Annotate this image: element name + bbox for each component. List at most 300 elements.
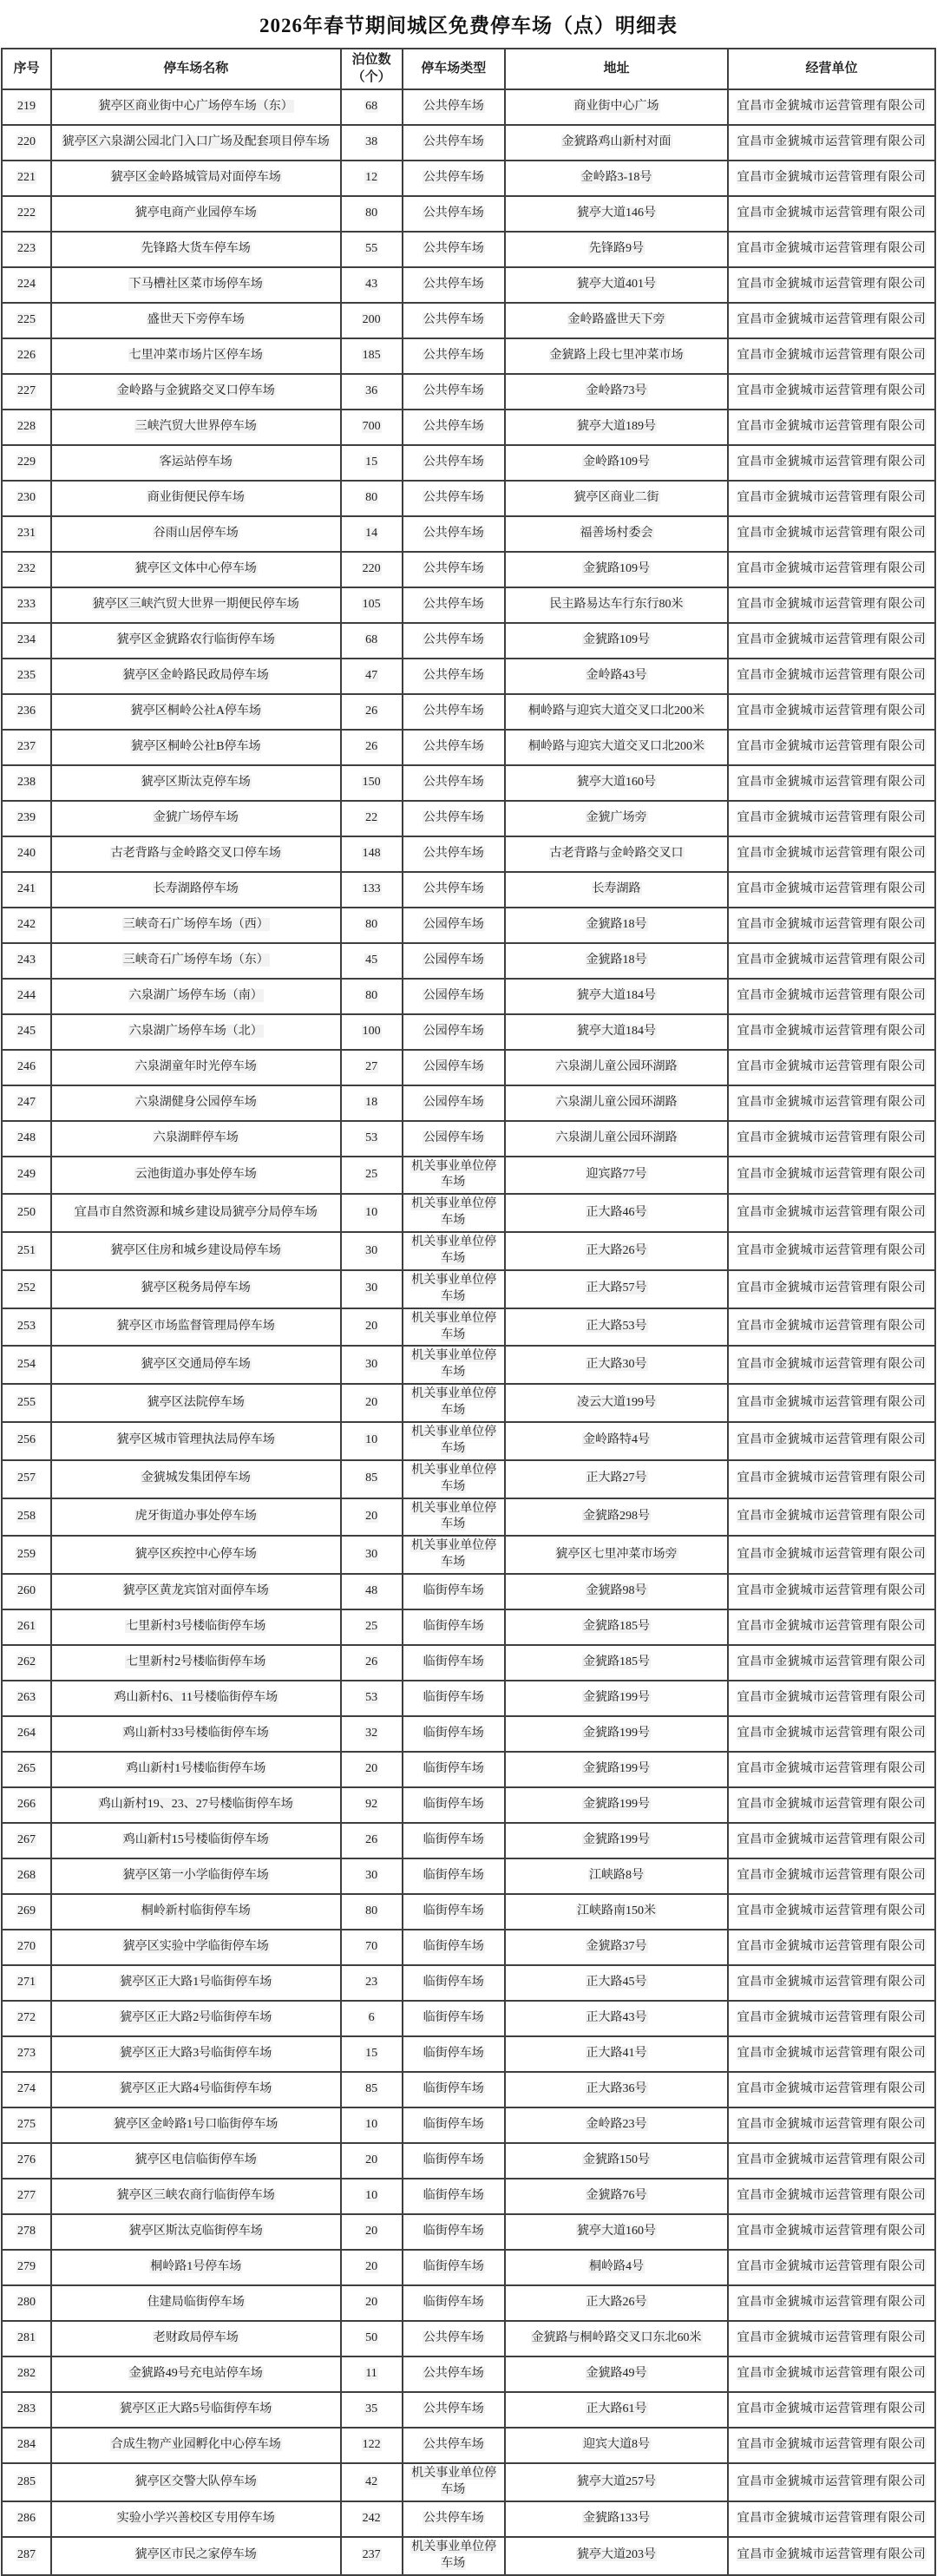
cell-operator: 宜昌市金猇城市运营管理有限公司: [728, 1308, 935, 1347]
cell-seq: 227: [2, 374, 51, 410]
cell-capacity: 237: [341, 2537, 403, 2575]
cell-capacity: 50: [341, 2321, 403, 2356]
cell-operator: 宜昌市金猇城市运营管理有限公司: [728, 1787, 935, 1823]
cell-type: 公共停车场: [403, 587, 505, 623]
cell-seq: 253: [2, 1308, 51, 1347]
cell-address: 六泉湖儿童公园环湖路: [505, 1121, 728, 1157]
cell-capacity: 53: [341, 1681, 403, 1716]
cell-seq: 279: [2, 2250, 51, 2285]
cell-address: 猇亭大道189号: [505, 410, 728, 445]
cell-capacity: 10: [341, 2179, 403, 2214]
cell-capacity: 14: [341, 516, 403, 552]
cell-capacity: 200: [341, 303, 403, 338]
cell-name: 鸡山新村6、11号楼临街停车场: [51, 1681, 341, 1716]
cell-seq: 283: [2, 2392, 51, 2428]
cell-type: 公园停车场: [403, 1014, 505, 1050]
cell-seq: 220: [2, 125, 51, 161]
cell-type: 公共停车场: [403, 872, 505, 908]
cell-operator: 宜昌市金猇城市运营管理有限公司: [728, 161, 935, 196]
cell-type: 临街停车场: [403, 1823, 505, 1858]
cell-address: 长寿湖路: [505, 872, 728, 908]
cell-name: 金岭路与金猇路交叉口停车场: [51, 374, 341, 410]
cell-operator: 宜昌市金猇城市运营管理有限公司: [728, 1858, 935, 1894]
cell-address: 正大路27号: [505, 1460, 728, 1498]
cell-operator: 宜昌市金猇城市运营管理有限公司: [728, 1645, 935, 1681]
cell-capacity: 15: [341, 2036, 403, 2072]
table-row: [2, 623, 935, 659]
cell-name: 金猇广场停车场: [51, 801, 341, 836]
cell-name: 三峡汽贸大世界停车场: [51, 410, 341, 445]
col-header-capacity: 泊位数（个）: [341, 49, 403, 89]
cell-name: 猇亭区斯汰克停车场: [51, 765, 341, 801]
cell-type: 公共停车场: [403, 232, 505, 267]
table-row: [2, 2356, 935, 2392]
cell-name: 三峡奇石广场停车场（西）: [51, 908, 341, 943]
cell-address: 猇亭区商业二街: [505, 481, 728, 516]
cell-name: 猇亭区商业街中心广场停车场（东）: [51, 89, 341, 125]
cell-capacity: 53: [341, 1121, 403, 1157]
cell-name: 猇亭区交警大队停车场: [51, 2463, 341, 2501]
table-row: [2, 1050, 935, 1085]
cell-name: 六泉湖广场停车场（北）: [51, 1014, 341, 1050]
cell-type: 机关事业单位停车场: [403, 1536, 505, 1574]
table-row: [2, 161, 935, 196]
cell-name: 猇亭区金岭路城管局对面停车场: [51, 161, 341, 196]
cell-address: 金猇路18号: [505, 943, 728, 979]
cell-address: 金猇路鸡山新村对面: [505, 125, 728, 161]
cell-type: 临街停车场: [403, 2214, 505, 2250]
cell-address: 金岭路盛世天下旁: [505, 303, 728, 338]
cell-address: 正大路61号: [505, 2392, 728, 2428]
cell-operator: 宜昌市金猇城市运营管理有限公司: [728, 1823, 935, 1858]
cell-capacity: 133: [341, 872, 403, 908]
cell-name: 桐岭路1号停车场: [51, 2250, 341, 2285]
cell-address: 六泉湖儿童公园环湖路: [505, 1050, 728, 1085]
table-row: [2, 765, 935, 801]
cell-type: 机关事业单位停车场: [403, 1194, 505, 1232]
cell-address: 金猇路199号: [505, 1752, 728, 1787]
cell-name: 猇亭区斯汰克临街停车场: [51, 2214, 341, 2250]
table-row: [2, 1232, 935, 1270]
cell-address: 金猇路133号: [505, 2501, 728, 2537]
cell-operator: 宜昌市金猇城市运营管理有限公司: [728, 516, 935, 552]
cell-type: 临街停车场: [403, 1645, 505, 1681]
cell-address: 正大路36号: [505, 2072, 728, 2107]
cell-seq: 258: [2, 1498, 51, 1537]
table-row: [2, 801, 935, 836]
cell-name: 鸡山新村19、23、27号楼临街停车场: [51, 1787, 341, 1823]
cell-seq: 224: [2, 267, 51, 303]
cell-seq: 260: [2, 1574, 51, 1609]
cell-operator: 宜昌市金猇城市运营管理有限公司: [728, 694, 935, 730]
cell-name: 猇亭区六泉湖公园北门入口广场及配套项目停车场: [51, 125, 341, 161]
cell-operator: 宜昌市金猇城市运营管理有限公司: [728, 836, 935, 872]
cell-seq: 262: [2, 1645, 51, 1681]
table-row: [2, 89, 935, 125]
table-row: [2, 1609, 935, 1645]
cell-type: 公园停车场: [403, 1085, 505, 1121]
cell-address: 正大路53号: [505, 1308, 728, 1347]
cell-capacity: 20: [341, 2285, 403, 2321]
table-row: [2, 1787, 935, 1823]
cell-operator: 宜昌市金猇城市运营管理有限公司: [728, 374, 935, 410]
table-row: [2, 303, 935, 338]
cell-address: 金猇路76号: [505, 2179, 728, 2214]
cell-type: 临街停车场: [403, 2036, 505, 2072]
cell-operator: 宜昌市金猇城市运营管理有限公司: [728, 1574, 935, 1609]
cell-capacity: 18: [341, 1085, 403, 1121]
cell-type: 机关事业单位停车场: [403, 2537, 505, 2575]
cell-type: 公共停车场: [403, 338, 505, 374]
cell-address: 金猇路298号: [505, 1498, 728, 1537]
cell-name: 老财政局停车场: [51, 2321, 341, 2356]
cell-address: 金猇路上段七里冲菜市场: [505, 338, 728, 374]
table-row: [2, 1752, 935, 1787]
cell-capacity: 30: [341, 1232, 403, 1270]
cell-seq: 226: [2, 338, 51, 374]
cell-type: 临街停车场: [403, 1716, 505, 1752]
cell-type: 公园停车场: [403, 1121, 505, 1157]
cell-operator: 宜昌市金猇城市运营管理有限公司: [728, 730, 935, 765]
table-row: [2, 694, 935, 730]
cell-address: 猇亭大道146号: [505, 196, 728, 232]
table-row: [2, 2250, 935, 2285]
cell-seq: 234: [2, 623, 51, 659]
cell-operator: 宜昌市金猇城市运营管理有限公司: [728, 1121, 935, 1157]
cell-seq: 284: [2, 2428, 51, 2463]
cell-address: 商业街中心广场: [505, 89, 728, 125]
cell-name: 猇亭区疾控中心停车场: [51, 1536, 341, 1574]
table-row: [2, 836, 935, 872]
cell-operator: 宜昌市金猇城市运营管理有限公司: [728, 89, 935, 125]
table-row: [2, 196, 935, 232]
cell-capacity: 92: [341, 1787, 403, 1823]
cell-capacity: 26: [341, 730, 403, 765]
cell-address: 正大路45号: [505, 1965, 728, 2001]
cell-address: 猇亭大道160号: [505, 765, 728, 801]
cell-address: 金猇路185号: [505, 1645, 728, 1681]
cell-name: 猇亭区实验中学临街停车场: [51, 1930, 341, 1965]
cell-address: 正大路30号: [505, 1346, 728, 1384]
cell-seq: 256: [2, 1422, 51, 1460]
cell-address: 猇亭大道184号: [505, 1014, 728, 1050]
cell-operator: 宜昌市金猇城市运营管理有限公司: [728, 1498, 935, 1537]
cell-address: 金猇路与桐岭路交叉口东北60米: [505, 2321, 728, 2356]
cell-type: 临街停车场: [403, 1681, 505, 1716]
cell-name: 猇亭区桐岭公社B停车场: [51, 730, 341, 765]
cell-type: 公共停车场: [403, 410, 505, 445]
cell-type: 公园停车场: [403, 908, 505, 943]
cell-address: 桐岭路与迎宾大道交叉口北200米: [505, 730, 728, 765]
table-body: [2, 89, 935, 2575]
table-row: [2, 338, 935, 374]
cell-capacity: 85: [341, 2072, 403, 2107]
cell-operator: 宜昌市金猇城市运营管理有限公司: [728, 1014, 935, 1050]
table-row: [2, 481, 935, 516]
cell-type: 公共停车场: [403, 267, 505, 303]
cell-name: 七里冲菜市场片区停车场: [51, 338, 341, 374]
table-row: [2, 1270, 935, 1308]
cell-capacity: 105: [341, 587, 403, 623]
cell-capacity: 27: [341, 1050, 403, 1085]
cell-seq: 268: [2, 1858, 51, 1894]
cell-type: 公共停车场: [403, 765, 505, 801]
cell-seq: 280: [2, 2285, 51, 2321]
cell-name: 猇亭区城市管理执法局停车场: [51, 1422, 341, 1460]
cell-type: 公共停车场: [403, 516, 505, 552]
col-header-operator: 经营单位: [728, 49, 935, 89]
cell-operator: 宜昌市金猇城市运营管理有限公司: [728, 1232, 935, 1270]
cell-capacity: 11: [341, 2356, 403, 2392]
cell-capacity: 20: [341, 1752, 403, 1787]
cell-seq: 232: [2, 552, 51, 587]
cell-seq: 282: [2, 2356, 51, 2392]
cell-seq: 264: [2, 1716, 51, 1752]
cell-address: 金猇路185号: [505, 1609, 728, 1645]
cell-address: 金猇路109号: [505, 623, 728, 659]
cell-name: 鸡山新村1号楼临街停车场: [51, 1752, 341, 1787]
cell-seq: 236: [2, 694, 51, 730]
cell-seq: 281: [2, 2321, 51, 2356]
cell-seq: 252: [2, 1270, 51, 1308]
cell-operator: 宜昌市金猇城市运营管理有限公司: [728, 979, 935, 1014]
table-row: [2, 1498, 935, 1537]
cell-type: 公共停车场: [403, 303, 505, 338]
cell-operator: 宜昌市金猇城市运营管理有限公司: [728, 2107, 935, 2143]
table-row: [2, 1121, 935, 1157]
table-row: [2, 1536, 935, 1574]
table-row: [2, 1460, 935, 1498]
cell-name: 谷雨山居停车场: [51, 516, 341, 552]
cell-address: 正大路57号: [505, 1270, 728, 1308]
cell-seq: 273: [2, 2036, 51, 2072]
table-row: [2, 1930, 935, 1965]
cell-address: 古老背路与金岭路交叉口: [505, 836, 728, 872]
cell-name: 先锋路大货车停车场: [51, 232, 341, 267]
cell-operator: 宜昌市金猇城市运营管理有限公司: [728, 1194, 935, 1232]
cell-name: 宜昌市自然资源和城乡建设局猇亭分局停车场: [51, 1194, 341, 1232]
cell-address: 金岭路3-18号: [505, 161, 728, 196]
table-row: [2, 2107, 935, 2143]
cell-capacity: 15: [341, 445, 403, 481]
cell-name: 猇亭区桐岭公社A停车场: [51, 694, 341, 730]
cell-operator: 宜昌市金猇城市运营管理有限公司: [728, 1930, 935, 1965]
cell-operator: 宜昌市金猇城市运营管理有限公司: [728, 1157, 935, 1195]
cell-capacity: 20: [341, 2250, 403, 2285]
cell-type: 公共停车场: [403, 161, 505, 196]
cell-type: 机关事业单位停车场: [403, 1460, 505, 1498]
table-row: [2, 2285, 935, 2321]
cell-name: 猇亭区正大路4号临街停车场: [51, 2072, 341, 2107]
cell-capacity: 26: [341, 694, 403, 730]
cell-operator: 宜昌市金猇城市运营管理有限公司: [728, 552, 935, 587]
table-row: [2, 125, 935, 161]
cell-address: 金猇路49号: [505, 2356, 728, 2392]
cell-name: 住建局临街停车场: [51, 2285, 341, 2321]
cell-seq: 267: [2, 1823, 51, 1858]
cell-address: 金猇路199号: [505, 1787, 728, 1823]
cell-capacity: 23: [341, 1965, 403, 2001]
cell-seq: 272: [2, 2001, 51, 2036]
cell-name: 客运站停车场: [51, 445, 341, 481]
cell-name: 猇亭区交通局停车场: [51, 1346, 341, 1384]
cell-operator: 宜昌市金猇城市运营管理有限公司: [728, 1894, 935, 1930]
cell-name: 猇亭区正大路2号临街停车场: [51, 2001, 341, 2036]
cell-operator: 宜昌市金猇城市运营管理有限公司: [728, 1965, 935, 2001]
cell-address: 正大路43号: [505, 2001, 728, 2036]
cell-name: 猇亭区金岭路民政局停车场: [51, 659, 341, 694]
cell-type: 公共停车场: [403, 552, 505, 587]
cell-seq: 235: [2, 659, 51, 694]
cell-name: 猇亭区第一小学临街停车场: [51, 1858, 341, 1894]
table-row: [2, 232, 935, 267]
cell-seq: 237: [2, 730, 51, 765]
table-row: [2, 1194, 935, 1232]
cell-address: 金猇路98号: [505, 1574, 728, 1609]
cell-operator: 宜昌市金猇城市运营管理有限公司: [728, 267, 935, 303]
cell-seq: 248: [2, 1121, 51, 1157]
col-header-name: 停车场名称: [51, 49, 341, 89]
cell-seq: 274: [2, 2072, 51, 2107]
cell-operator: 宜昌市金猇城市运营管理有限公司: [728, 1460, 935, 1498]
cell-capacity: 80: [341, 908, 403, 943]
cell-type: 临街停车场: [403, 1752, 505, 1787]
cell-seq: 219: [2, 89, 51, 125]
cell-operator: 宜昌市金猇城市运营管理有限公司: [728, 1536, 935, 1574]
cell-capacity: 36: [341, 374, 403, 410]
cell-type: 公共停车场: [403, 196, 505, 232]
cell-name: 猇亭区正大路5号临街停车场: [51, 2392, 341, 2428]
cell-capacity: 47: [341, 659, 403, 694]
cell-address: 民主路易达车行东行80米: [505, 587, 728, 623]
cell-address: 迎宾路77号: [505, 1157, 728, 1195]
table-row: [2, 2392, 935, 2428]
cell-name: 合成生物产业园孵化中心停车场: [51, 2428, 341, 2463]
cell-seq: 228: [2, 410, 51, 445]
cell-capacity: 43: [341, 267, 403, 303]
cell-name: 猇亭区法院停车场: [51, 1384, 341, 1422]
cell-operator: 宜昌市金猇城市运营管理有限公司: [728, 801, 935, 836]
cell-name: 鸡山新村33号楼临街停车场: [51, 1716, 341, 1752]
table-row: [2, 908, 935, 943]
cell-operator: 宜昌市金猇城市运营管理有限公司: [728, 943, 935, 979]
cell-address: 金猇广场旁: [505, 801, 728, 836]
table-row: [2, 1085, 935, 1121]
cell-type: 机关事业单位停车场: [403, 1157, 505, 1195]
table-row: [2, 2143, 935, 2179]
cell-name: 猇亭区三峡汽贸大世界一期便民停车场: [51, 587, 341, 623]
cell-capacity: 12: [341, 161, 403, 196]
table-row: [2, 1858, 935, 1894]
table-row: [2, 1346, 935, 1384]
cell-address: 猇亭大道160号: [505, 2214, 728, 2250]
cell-operator: 宜昌市金猇城市运营管理有限公司: [728, 125, 935, 161]
cell-capacity: 30: [341, 1536, 403, 1574]
table-row: [2, 1965, 935, 2001]
cell-operator: 宜昌市金猇城市运营管理有限公司: [728, 1270, 935, 1308]
cell-name: 猇亭区正大路1号临街停车场: [51, 1965, 341, 2001]
cell-type: 公共停车场: [403, 623, 505, 659]
cell-capacity: 45: [341, 943, 403, 979]
cell-name: 三峡奇石广场停车场（东）: [51, 943, 341, 979]
cell-seq: 285: [2, 2463, 51, 2501]
table-row: [2, 872, 935, 908]
cell-capacity: 32: [341, 1716, 403, 1752]
cell-name: 实验小学兴善校区专用停车场: [51, 2501, 341, 2537]
table-row: [2, 1308, 935, 1347]
cell-seq: 286: [2, 2501, 51, 2537]
cell-operator: 宜昌市金猇城市运营管理有限公司: [728, 587, 935, 623]
cell-type: 公共停车场: [403, 801, 505, 836]
cell-capacity: 68: [341, 623, 403, 659]
cell-seq: 255: [2, 1384, 51, 1422]
cell-seq: 257: [2, 1460, 51, 1498]
cell-address: 金岭路23号: [505, 2107, 728, 2143]
cell-type: 公共停车场: [403, 2321, 505, 2356]
cell-capacity: 10: [341, 1194, 403, 1232]
cell-type: 临街停车场: [403, 1930, 505, 1965]
cell-seq: 246: [2, 1050, 51, 1085]
cell-type: 临街停车场: [403, 2001, 505, 2036]
table-row: [2, 2214, 935, 2250]
cell-seq: 238: [2, 765, 51, 801]
cell-name: 七里新村2号楼临街停车场: [51, 1645, 341, 1681]
cell-operator: 宜昌市金猇城市运营管理有限公司: [728, 2285, 935, 2321]
cell-address: 江峡路南150米: [505, 1894, 728, 1930]
table-row: [2, 1894, 935, 1930]
table-header-row: [2, 49, 935, 89]
cell-operator: 宜昌市金猇城市运营管理有限公司: [728, 1050, 935, 1085]
cell-type: 机关事业单位停车场: [403, 1270, 505, 1308]
cell-name: 猇亭区电信临街停车场: [51, 2143, 341, 2179]
cell-type: 公共停车场: [403, 481, 505, 516]
cell-capacity: 30: [341, 1346, 403, 1384]
cell-operator: 宜昌市金猇城市运营管理有限公司: [728, 1085, 935, 1121]
table-row: [2, 2072, 935, 2107]
table-row: [2, 374, 935, 410]
table-row: [2, 1014, 935, 1050]
table-row: [2, 445, 935, 481]
table-row: [2, 587, 935, 623]
cell-capacity: 70: [341, 1930, 403, 1965]
cell-address: 猇亭区七里冲菜市场旁: [505, 1536, 728, 1574]
cell-seq: 225: [2, 303, 51, 338]
cell-seq: 223: [2, 232, 51, 267]
table-row: [2, 2001, 935, 2036]
cell-type: 机关事业单位停车场: [403, 2463, 505, 2501]
table-row: [2, 2501, 935, 2537]
cell-operator: 宜昌市金猇城市运营管理有限公司: [728, 2428, 935, 2463]
cell-seq: 245: [2, 1014, 51, 1050]
cell-type: 机关事业单位停车场: [403, 1498, 505, 1537]
cell-address: 先锋路9号: [505, 232, 728, 267]
cell-address: 福善场村委会: [505, 516, 728, 552]
cell-name: 猇亭区市民之家停车场: [51, 2537, 341, 2575]
cell-address: 金猇路18号: [505, 908, 728, 943]
cell-operator: 宜昌市金猇城市运营管理有限公司: [728, 232, 935, 267]
cell-operator: 宜昌市金猇城市运营管理有限公司: [728, 481, 935, 516]
cell-capacity: 20: [341, 2143, 403, 2179]
cell-operator: 宜昌市金猇城市运营管理有限公司: [728, 1422, 935, 1460]
cell-type: 公共停车场: [403, 694, 505, 730]
cell-seq: 287: [2, 2537, 51, 2575]
cell-address: 正大路26号: [505, 1232, 728, 1270]
table-row: [2, 267, 935, 303]
cell-operator: 宜昌市金猇城市运营管理有限公司: [728, 2214, 935, 2250]
cell-address: 金猇路150号: [505, 2143, 728, 2179]
cell-address: 金猇路199号: [505, 1823, 728, 1858]
table-row: [2, 1716, 935, 1752]
